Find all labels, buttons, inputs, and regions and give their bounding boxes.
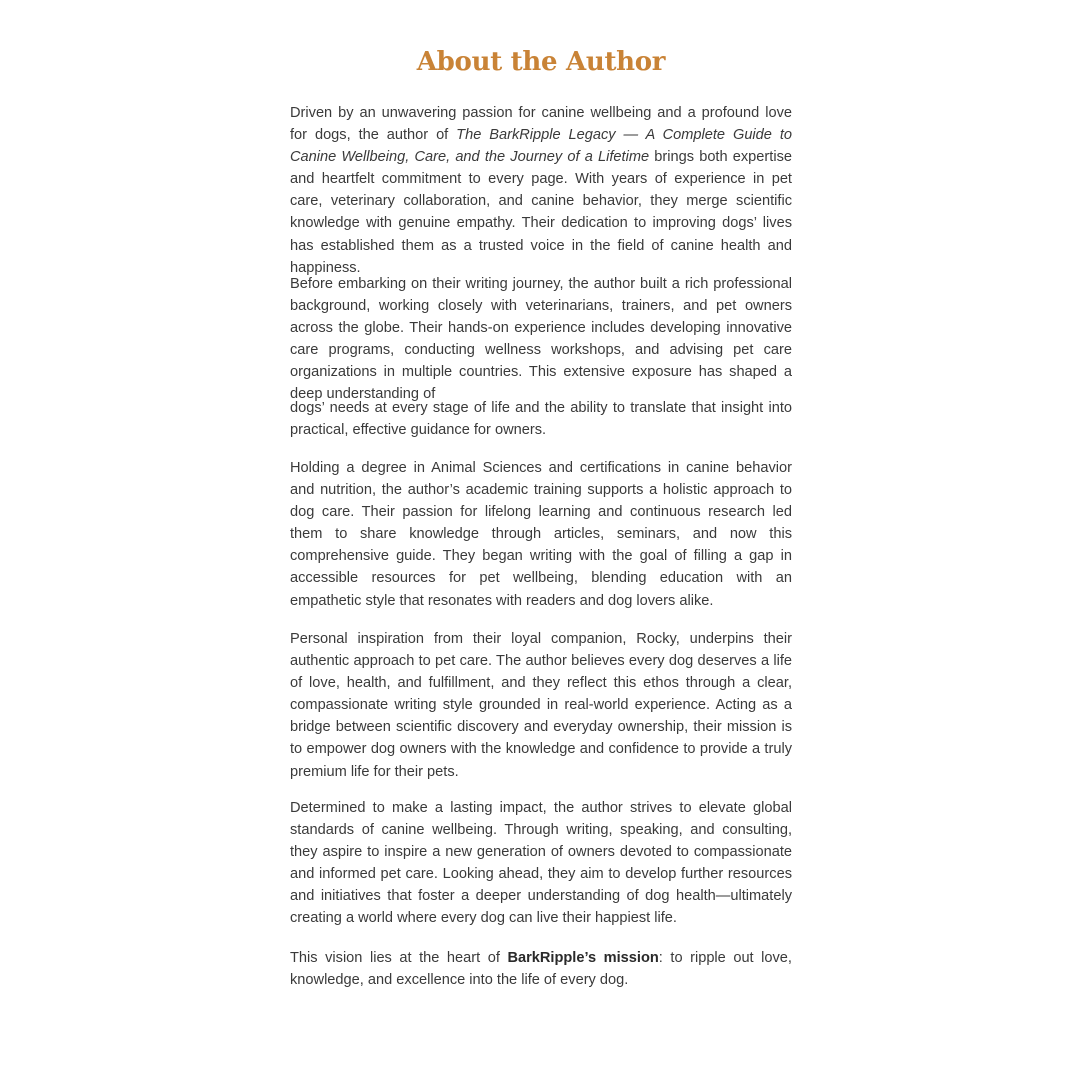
- paragraph-vision-text-end: : to ripple out love, knowledge, and excellence into the life of every dog.: [290, 950, 792, 989]
- paragraph-vision: [290, 947, 792, 991]
- paragraph-intro-text-end: brings both expertise and heartfelt commitment to every page. With years of experience in pet care, veterinary collaboration, and canine behavior, they merge scientific knowledge with genuine empathy. Their dedication to improving dogs’ lives has established them as a trusted voice in the field of canine health and happiness.: [290, 149, 792, 276]
- paragraph-background: Before embarking on their writing journey, the author built a rich professional background, working closely with veterinarians, trainers, and pet owners across the globe. Their hands-on experience includes developing innovative care programs, conducting wellness workshops, and advising pet care organizations in multiple countries. This extensive exposure has shaped a deep understanding of: [290, 276, 792, 403]
- paragraph-education: Holding a degree in Animal Sciences and certifications in canine behavior and nutrition, the author’s academic training supports a holistic approach to dog care. Their passion for lifelong learning and continuous research led them to share knowledge through articles, seminars, and now this comprehensive guide. They began writing with the goal of filling a gap in accessible resources for pet wellbeing, blending education with an empathetic style that resonates with readers and dog lovers alike.: [290, 460, 792, 609]
- book-title: The BarkRipple Legacy — A Complete Guide to Canine Wellbeing, Care, and the Journey of a Lifetime: [290, 127, 792, 166]
- mission-highlight: BarkRipple’s mission: [507, 950, 659, 966]
- paragraph-vision-text-start: This vision lies at the heart of: [290, 950, 508, 966]
- paragraph-intro-text-start: Driven by an unwavering passion for canine wellbeing and a profound love for dogs, the author of: [290, 105, 792, 144]
- paragraph-inspiration: Personal inspiration from their loyal companion, Rocky, underpins their authentic approach to pet care. The author believes every dog deserves a life of love, health, and fulfillment, and they reflect this ethos through a clear, compassionate writing style grounded in real-world experience. Acting as a bridge between scientific discovery and everyday ownership, their mission is to empower dog owners with the knowledge and confidence to provide a truly premium life for their pets.: [290, 631, 792, 780]
- section-title: About the Author: [416, 47, 666, 77]
- paragraph-impact: Determined to make a lasting impact, the author strives to elevate global standards of canine wellbeing. Through writing, speaking, and consulting, they aspire to inspire a new generation of owners devoted to compassionate and informed pet care. Looking ahead, they aim to develop further resources and initiatives that foster a deeper understanding of dog health—ultimately creating a world where every dog can live their happiest life.: [290, 800, 792, 927]
- paragraph-intro: [290, 102, 792, 279]
- paragraph-background-continued: dogs’ needs at every stage of life and the ability to translate that insight into practical, effective guidance for owners.: [290, 400, 792, 439]
